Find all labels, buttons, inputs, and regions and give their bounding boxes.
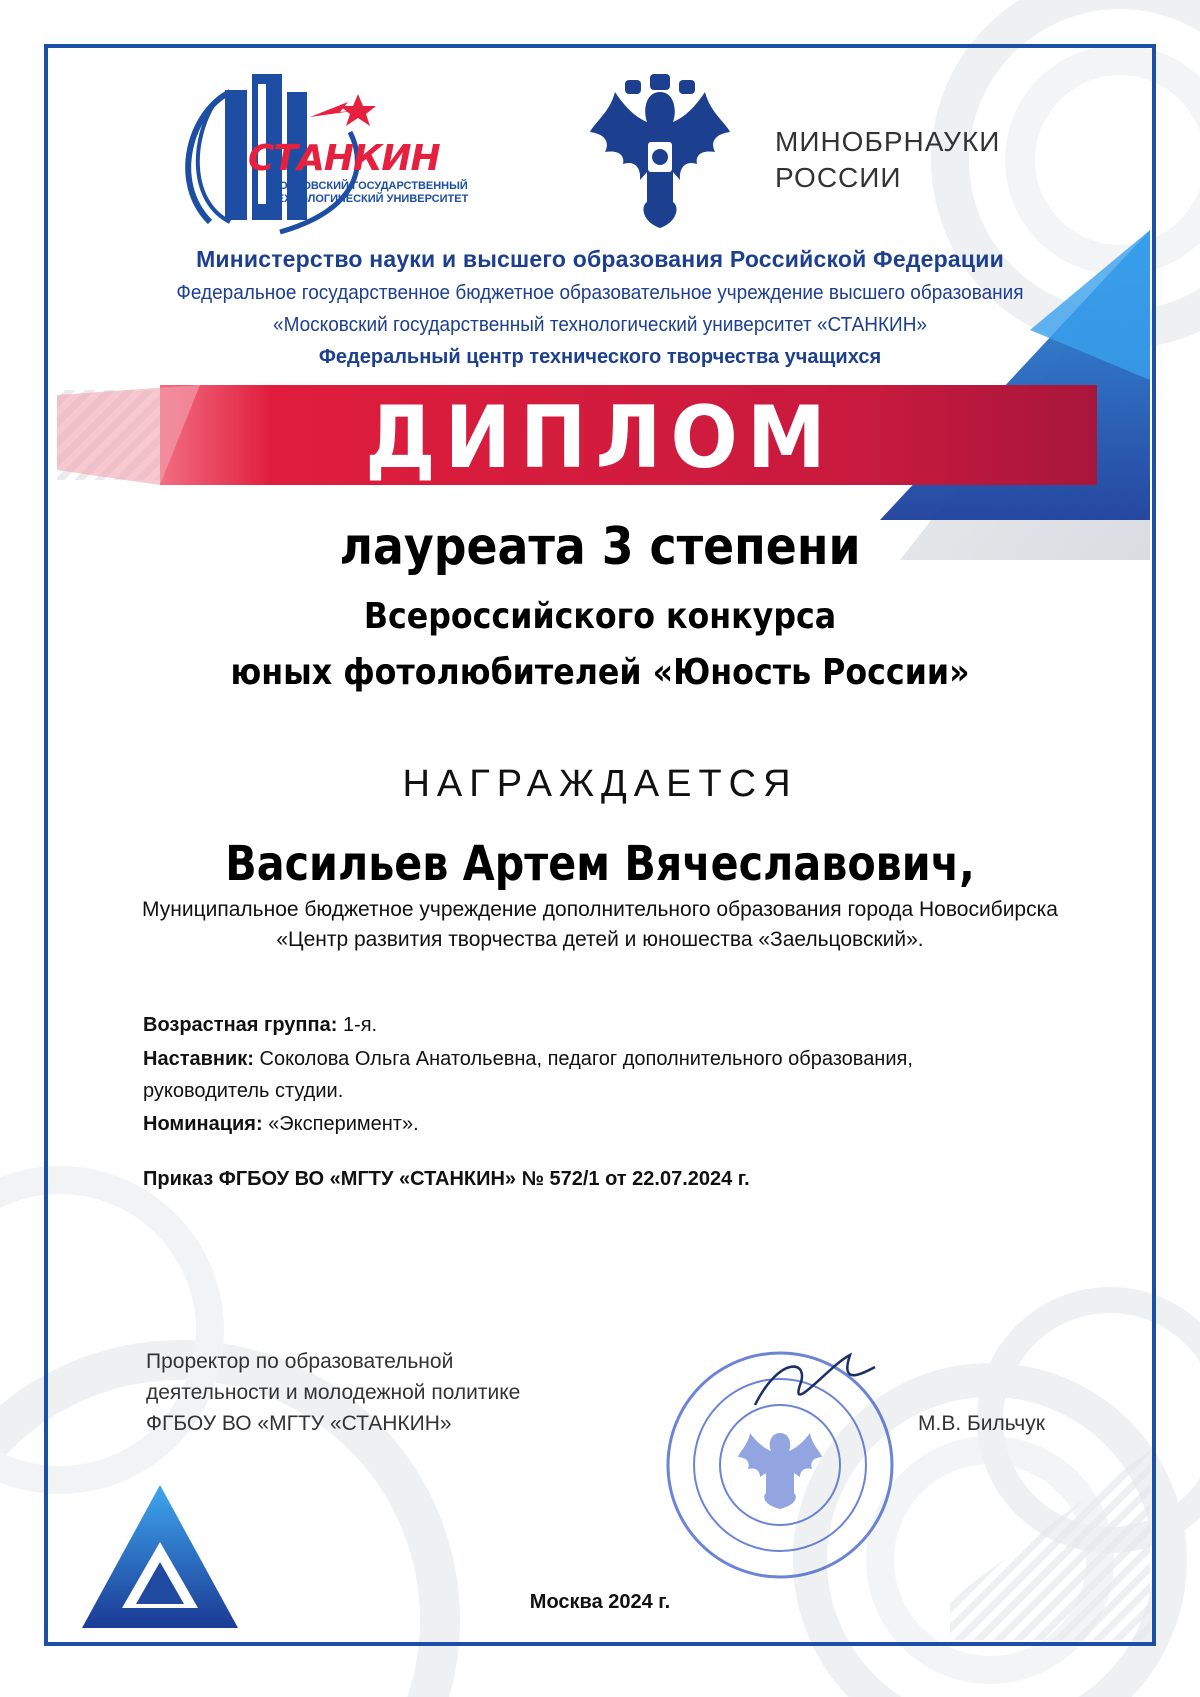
nomination-label: Номинация: xyxy=(143,1113,263,1135)
stankin-logo-subtitle-2: ТЕХНОЛОГИЧЕСКИЙ УНИВЕРСИТЕТ xyxy=(270,193,469,205)
ministry-short-name xyxy=(775,124,1000,196)
degree-line: лауреата 3 степени xyxy=(339,517,861,577)
awarded-label: НАГРАЖДАЕТСЯ xyxy=(402,763,798,805)
stankin-logo-name: СТАНКИН xyxy=(248,138,440,179)
organization-line-2: «Центр развития творчества детей и юношества «Заельцовский». xyxy=(276,928,924,951)
nomination-row xyxy=(143,1113,419,1136)
signer-position-line-3: ФГБОУ ВО «МГТУ «СТАНКИН» xyxy=(146,1412,452,1435)
mentor-value-continued: руководитель студии. xyxy=(143,1080,344,1102)
recipient-name: Васильев Артем Вячеславович, xyxy=(225,836,975,892)
age-group-label: Возрастная группа: xyxy=(143,1014,338,1036)
contest-line-2: юных фотолюбителей «Юность России» xyxy=(230,652,970,693)
stankin-logo-subtitle-1: МОСКОВСКИЙ ГОСУДАРСТВЕННЫЙ xyxy=(270,180,468,192)
signer-position-line-1: Проректор по образовательной xyxy=(146,1350,454,1373)
ministry-short-line-2: РОССИИ xyxy=(775,162,902,193)
mentor-value: Соколова Ольга Анатольевна, педагог дополнительного образования, xyxy=(259,1048,913,1070)
nomination-value: «Эксперимент». xyxy=(268,1113,419,1135)
order-reference: Приказ ФГБОУ ВО «МГТУ «СТАНКИН» № 572/1 от 22.07.2024 г. xyxy=(143,1168,750,1190)
age-group-row xyxy=(143,1014,377,1037)
center-name: Федеральный центр технического творчества учащихся xyxy=(318,346,882,368)
signer-position-line-2: деятельности и молодежной политике xyxy=(146,1381,521,1404)
fgbou-line: Федеральное государственное бюджетное образовательное учреждение высшего образования xyxy=(176,282,1024,304)
russian-coat-of-arms-icon xyxy=(585,72,735,232)
signer-name: М.В. Бильчук xyxy=(918,1412,1045,1435)
university-name: «Московский государственный технологический университет «СТАНКИН» xyxy=(273,314,927,336)
city-year: Москва 2024 г. xyxy=(529,1591,671,1613)
organization-line-1: Муниципальное бюджетное учреждение дополнительного образования города Новосибирска xyxy=(142,898,1058,921)
ministry-full-name: Министерство науки и высшего образования Российской Федерации xyxy=(196,246,1004,272)
stankin-logo xyxy=(170,72,490,242)
age-group-value: 1-я. xyxy=(342,1014,378,1036)
diploma-title: ДИПЛОМ xyxy=(365,388,835,488)
mentor-row xyxy=(143,1048,913,1071)
contest-line-1: Всероссийского конкурса xyxy=(363,596,837,637)
official-seal-icon xyxy=(660,1345,900,1585)
ministry-short-line-1: МИНОБРНАУКИ xyxy=(775,126,1001,157)
mentor-label: Наставник: xyxy=(143,1048,254,1070)
